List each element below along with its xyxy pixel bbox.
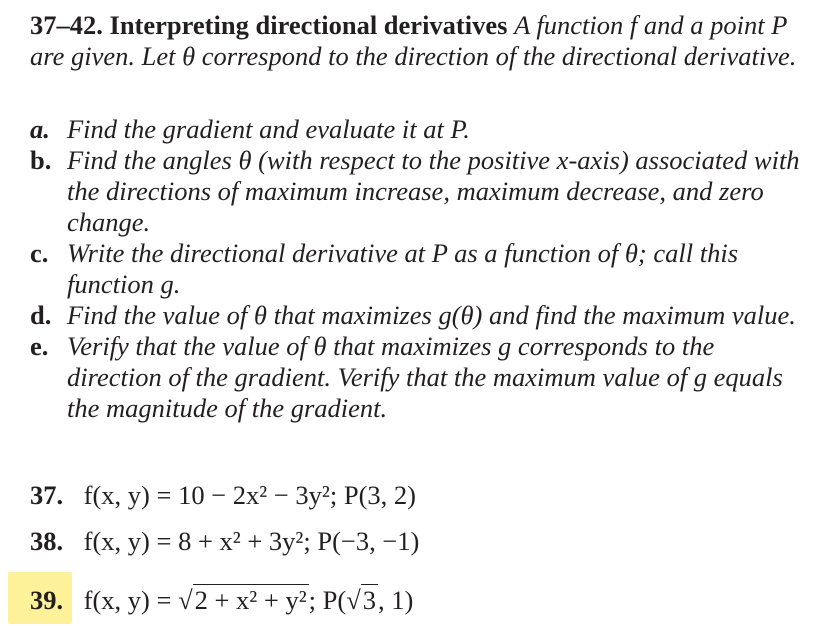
point-suffix: , 1) [378, 585, 414, 615]
part-text: Find the angles θ (with respect to the positive x-axis) associated with the directions of maximum increase, maximum decrease, and zero change. [67, 145, 800, 237]
task-part-b [30, 145, 810, 238]
part-marker: b. [30, 145, 52, 175]
part-marker: e. [30, 331, 49, 361]
part-text: Find the gradient and evaluate it at P. [67, 114, 470, 144]
exercise-37: 37. f(x, y) = 10 − 2x² − 3y²; P(3, 2) [30, 480, 416, 510]
section-heading: 37–42. Interpreting directional derivatives [30, 10, 508, 40]
part-text: Verify that the value of θ that maximizes g corresponds to the direction of the gradient. Verify that the maximum value of g equals the magnitude of the gradient. [67, 331, 783, 423]
exercise-rhs: 8 + x² + 3y²; P(−3, −1) [178, 526, 420, 556]
exercise-number: 38. [30, 526, 64, 556]
square-root: √2 + x² + y² [178, 585, 307, 615]
square-root: √3 [346, 585, 376, 615]
section-instructions: A function f and a point P are given. Let θ correspond to the direction of the directional derivative. [30, 10, 797, 71]
exercise-lhs: f(x, y) [83, 480, 150, 510]
exercise-number: 39. [30, 585, 64, 615]
part-text: Write the directional derivative at P as a function of θ; call this function g. [67, 238, 739, 299]
task-part-d [30, 300, 810, 331]
exercise-lhs: f(x, y) [83, 585, 150, 615]
part-marker: a. [30, 114, 50, 144]
exercise-38: 38. f(x, y) = 8 + x² + 3y²; P(−3, −1) [30, 526, 420, 556]
task-part-c [30, 238, 810, 300]
exercise-lhs: f(x, y) [83, 526, 150, 556]
task-part-e [30, 331, 810, 424]
task-part-a [30, 114, 810, 145]
exercise-39: 39. f(x, y) = √2 + x² + y²; P(√3, 1) [30, 585, 414, 615]
point-prefix: ; P( [308, 585, 347, 615]
part-marker: d. [30, 300, 52, 330]
part-marker: c. [30, 238, 49, 268]
radicand: 3 [362, 585, 376, 615]
exercise-number: 37. [30, 480, 64, 510]
exercise-rhs: 10 − 2x² − 3y²; P(3, 2) [178, 480, 416, 510]
radicand: 2 + x² + y² [194, 585, 307, 615]
task-parts-list [30, 114, 810, 424]
part-text: Find the value of θ that maximizes g(θ) and find the maximum value. [67, 300, 796, 330]
section-intro [30, 10, 810, 72]
